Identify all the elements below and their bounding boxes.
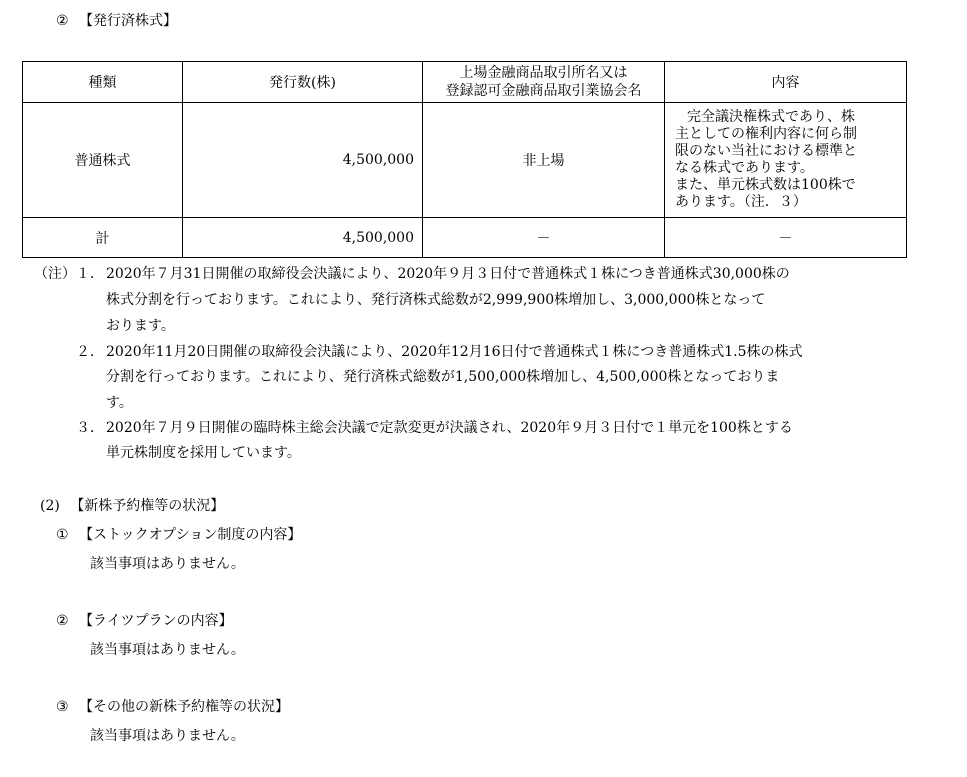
note-line: 分割を行っております。これにより、発行済株式総数が1,500,000株増加し、4,500,000株となっておりま <box>106 369 780 385</box>
note-number: １． <box>76 266 104 282</box>
issued-shares-table <box>22 61 907 258</box>
cell-exchange: － <box>423 218 665 258</box>
subsection-number: ③ <box>56 699 69 715</box>
section-title: 【発行済株式】 <box>79 13 178 29</box>
note-line: 2020年７月31日開催の取締役会決議により、2020年９月３日付で普通株式１株につき普通株式30,000株の <box>106 266 790 282</box>
cell-count: 4,500,000 <box>183 103 423 218</box>
header-exchange <box>423 62 665 103</box>
note-number: ２． <box>76 344 104 360</box>
cell-type: 普通株式 <box>23 103 183 218</box>
note-line: おります。 <box>106 318 175 334</box>
note-line: 2020年11月20日開催の取締役会決議により、2020年12月16日付で普通株式１株につき普通株式1.5株の株式 <box>106 344 803 360</box>
table-row-total <box>23 218 907 258</box>
table-header-row <box>23 62 907 103</box>
subsection-body: 該当事項はありません。 <box>90 642 245 658</box>
cell-count: 4,500,000 <box>183 218 423 258</box>
subsection-body: 該当事項はありません。 <box>90 728 245 744</box>
note-line: す。 <box>106 395 133 411</box>
content-line: 主としての権利内容に何ら制 <box>675 126 857 142</box>
subsection-heading <box>56 610 233 630</box>
subsection-body: 該当事項はありません。 <box>90 556 245 572</box>
subsection-heading <box>56 696 289 716</box>
section-issued-heading <box>56 10 177 30</box>
section-title: 【新株予約権等の状況】 <box>70 498 225 514</box>
section-number: (2) <box>40 498 60 514</box>
notes-prefix: （注） <box>34 266 76 282</box>
content-line: なる株式であります。 <box>675 160 814 176</box>
content-line: また、単元株式数は100株で <box>675 177 856 193</box>
content-line: 限のない当社における標準と <box>675 143 857 159</box>
subsection-number: ② <box>56 613 69 629</box>
note-line: 単元株制度を採用しています。 <box>106 445 301 461</box>
cell-exchange: 非上場 <box>423 103 665 218</box>
content-line: 完全議決権株式であり、株 <box>687 109 855 125</box>
subsection-number: ① <box>56 527 69 543</box>
note-line: 株式分割を行っております。これにより、発行済株式総数が2,999,900株増加し、3,000,000株となって <box>106 292 766 308</box>
header-count: 発行数(株) <box>183 62 423 103</box>
cell-content <box>665 103 907 218</box>
subsection-title: 【その他の新株予約権等の状況】 <box>79 699 290 715</box>
cell-content: － <box>665 218 907 258</box>
note-number: ３． <box>76 420 104 436</box>
header-content: 内容 <box>665 62 907 103</box>
subsection-heading <box>56 524 301 544</box>
subsection-title: 【ストックオプション制度の内容】 <box>79 527 302 543</box>
cell-type: 計 <box>23 218 183 258</box>
header-type: 種類 <box>23 62 183 103</box>
header-exchange-line1: 上場金融商品取引所名又は <box>459 65 628 81</box>
section2-heading <box>40 495 224 515</box>
header-exchange-line2: 登録認可金融商品取引業協会名 <box>445 83 642 99</box>
subsection-title: 【ライツプランの内容】 <box>79 613 233 629</box>
note-line: 2020年７月９日開催の臨時株主総会決議で定款変更が決議され、2020年９月３日付で１単元を100株とする <box>106 420 793 436</box>
content-line: あります。（注．３） <box>675 194 807 210</box>
table-row <box>23 103 907 218</box>
section-number: ② <box>56 13 69 29</box>
